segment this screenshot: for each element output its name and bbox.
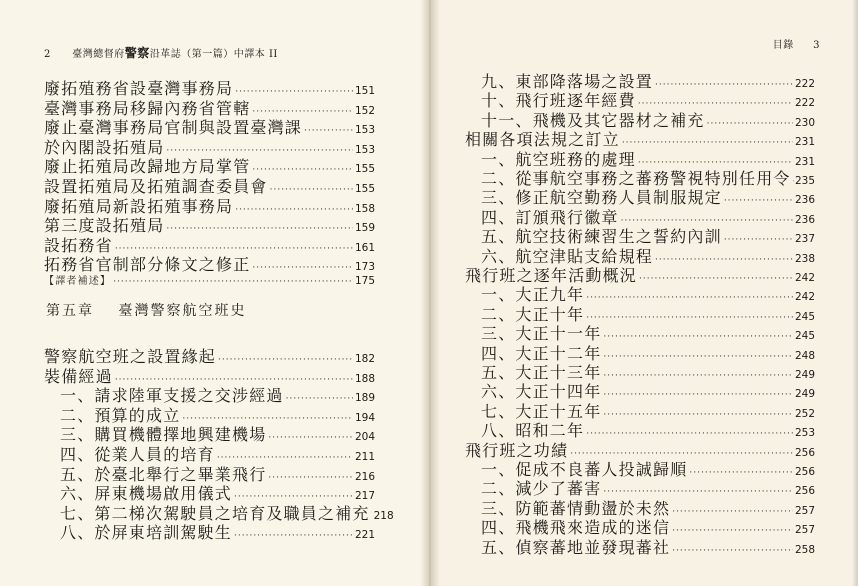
toc-entry-page: 249 [794,388,815,401]
toc-entry-page: 194 [354,411,375,424]
toc-entry-page: 155 [354,163,375,176]
toc-entry-label: 裝備經過 [44,366,113,386]
toc-entry-page: 158 [354,202,375,215]
toc-entry-page: 245 [794,310,815,323]
toc-entry-page: 211 [354,451,375,463]
toc-entry-page: 216 [354,470,375,483]
toc-entry-label: 二、從事航空事務之蕃務警視特別任用令 [481,169,791,188]
toc-entry-page: 221 [354,529,375,542]
toc-entry [44,272,375,287]
toc-entry-label: 設置拓殖局及拓殖調查委員會 [44,177,268,196]
chapter-number: 第五章 [46,303,94,319]
toc-entry-label: 五、於臺北舉行之畢業飛行 [60,464,267,484]
left-running-header [44,44,278,61]
left-running-title: 臺灣總督府警察沿革誌（第一篇）中譯本 II [72,46,278,60]
toc-entry-page: 161 [354,241,375,254]
toc-entry-label: 設拓務省 [44,235,113,255]
toc-entry-page: 252 [794,407,815,420]
left-page-number: 2 [44,49,51,60]
toc-entry-page: 204 [354,431,375,444]
toc-entry-label: 三、大正十一年 [481,324,602,344]
toc-entry-label: 廢拓殖局新設拓殖事務局 [44,196,234,216]
toc-entry-page: 248 [794,349,815,362]
toc-leader-dots [113,277,353,287]
toc-entry-page: 231 [794,136,815,149]
toc-entry-page: 235 [794,175,815,187]
toc-entry-label: 一、促成不良蕃人投誠歸順 [481,460,688,479]
right-page [429,0,858,586]
toc-entry-page: 222 [794,97,815,110]
toc-leader-dots [672,546,793,556]
toc-entry-page: 237 [794,233,815,246]
toc-entry-page: 153 [354,124,375,137]
toc-entry [481,535,815,558]
toc-entry-page: 173 [354,261,375,274]
toc-entry-label: 拓務省官制部分條文之修正 [44,255,251,275]
toc-entry-label: 廢止拓殖局改歸地方局掌管 [44,157,251,177]
toc-entry-page: 222 [794,78,815,90]
toc-entry-label: 三、購買機體擇地興建機場 [60,425,267,445]
toc-entry-page: 258 [794,543,815,556]
toc-entry-label: 廢止臺灣事務局官制與設置臺灣課 [44,118,303,138]
right-page-number: 3 [813,40,820,51]
toc-entry-page: 238 [794,252,815,265]
toc-entry-page: 153 [354,143,375,156]
toc-entry-page: 257 [794,524,815,537]
toc-entry-page: 159 [354,222,375,235]
toc-entry-label: 飛行班之逐年活動概況 [465,266,638,285]
toc-entry-page: 182 [354,353,375,365]
toc-entry-page: 256 [794,485,815,498]
toc-entry-label: 廢拓殖務省設臺灣事務局 [44,79,234,98]
toc-entry-page: 253 [794,427,815,440]
toc-entry-label: 八、昭和二年 [481,421,585,441]
toc-entry-label: 十一、飛機及其它器材之補充 [481,110,705,130]
chapter-title: 臺灣警察航空班史 [118,303,247,319]
toc-entry-label: 四、訂頒飛行徽章 [481,207,619,227]
toc-entry-label: 臺灣事務局移歸內務省管轄 [44,98,251,118]
toc-entry-label: 六、屏東機場啟用儀式 [60,484,233,504]
toc-entry-page: 245 [794,330,815,343]
toc-entry-label: 七、第二梯次駕駛員之培育及職員之補充 [60,503,370,523]
toc-entry-label: 飛行班之功績 [465,440,569,460]
toc-entry-label: 四、飛機飛來造成的迷信 [481,518,671,538]
right-running-header [773,36,820,51]
toc-entry-page: 230 [794,116,815,129]
toc-entry-page: 236 [794,194,815,207]
toc-entry-label: 八、於屏東培訓駕駛生 [60,523,233,543]
toc-entry-page: 175 [354,275,375,287]
toc-entry-label: 六、航空津貼支給規程 [481,246,654,266]
toc-entry-label: 六、大正十四年 [481,382,602,402]
toc-entry-label: 二、大正十年 [481,304,585,324]
toc-entry-label: 四、從業人員的培育 [60,445,215,464]
toc-entry-label: 第三度設拓殖局 [44,216,165,236]
chapter-heading [46,300,246,320]
toc-entry-label: 二、減少了蕃害 [481,479,602,499]
toc-entry-page: 217 [354,490,375,503]
toc-entry-label: 十、飛行班逐年經費 [481,91,636,111]
toc-entry-page: 256 [794,466,815,478]
toc-entry-page: 231 [794,155,815,168]
toc-entry-label: 一、航空班務的處理 [481,149,636,169]
toc-entry [60,520,375,543]
toc-entry-page: 242 [794,272,815,284]
toc-entry-label: 九、東部降落場之設置 [481,72,654,91]
toc-entry-label: 四、大正十二年 [481,343,602,363]
toc-entry-label: 一、大正九年 [481,285,585,305]
toc-entry-page: 249 [794,369,815,381]
right-running-title: 目錄 [772,40,794,51]
toc-entry-label: 於內閣設拓殖局 [44,137,165,157]
toc-entry-page: 218 [373,509,394,522]
toc-entry-label: 警察航空班之設置緣起 [44,347,217,366]
toc-entry-label: 三、修正航空勤務人員制服規定 [481,188,722,208]
toc-entry-label: 相關各項法規之訂立 [465,130,620,150]
toc-entry-label: 【譯者補述】 [44,276,112,287]
toc-entry-label: 二、預算的成立 [60,405,181,425]
toc-entry-page: 189 [354,392,375,405]
toc-leader-dots [234,531,353,541]
toc-entry-label: 五、大正十三年 [481,363,602,382]
toc-entry-label: 一、請求陸軍支援之交涉經過 [60,386,284,406]
toc-entry-label: 七、大正十五年 [481,401,602,421]
toc-entry-page: 188 [354,372,375,385]
toc-entry-label: 三、防範蕃情動盪於未然 [481,498,671,518]
toc-entry-page: 256 [794,446,815,459]
toc-entry-page: 242 [794,291,815,304]
book-gutter [420,0,440,586]
toc-entry-page: 257 [794,504,815,517]
toc-entry-label: 五、偵察蕃地並發現蕃社 [481,537,671,557]
page-edge-shadow [852,0,858,586]
toc-entry-page: 155 [354,183,375,195]
toc-entry-page: 236 [794,213,815,226]
toc-entry-page: 151 [354,85,375,97]
toc-entry-page: 152 [354,104,375,117]
toc-entry-label: 五、航空技術練習生之誓約內訓 [481,227,722,247]
